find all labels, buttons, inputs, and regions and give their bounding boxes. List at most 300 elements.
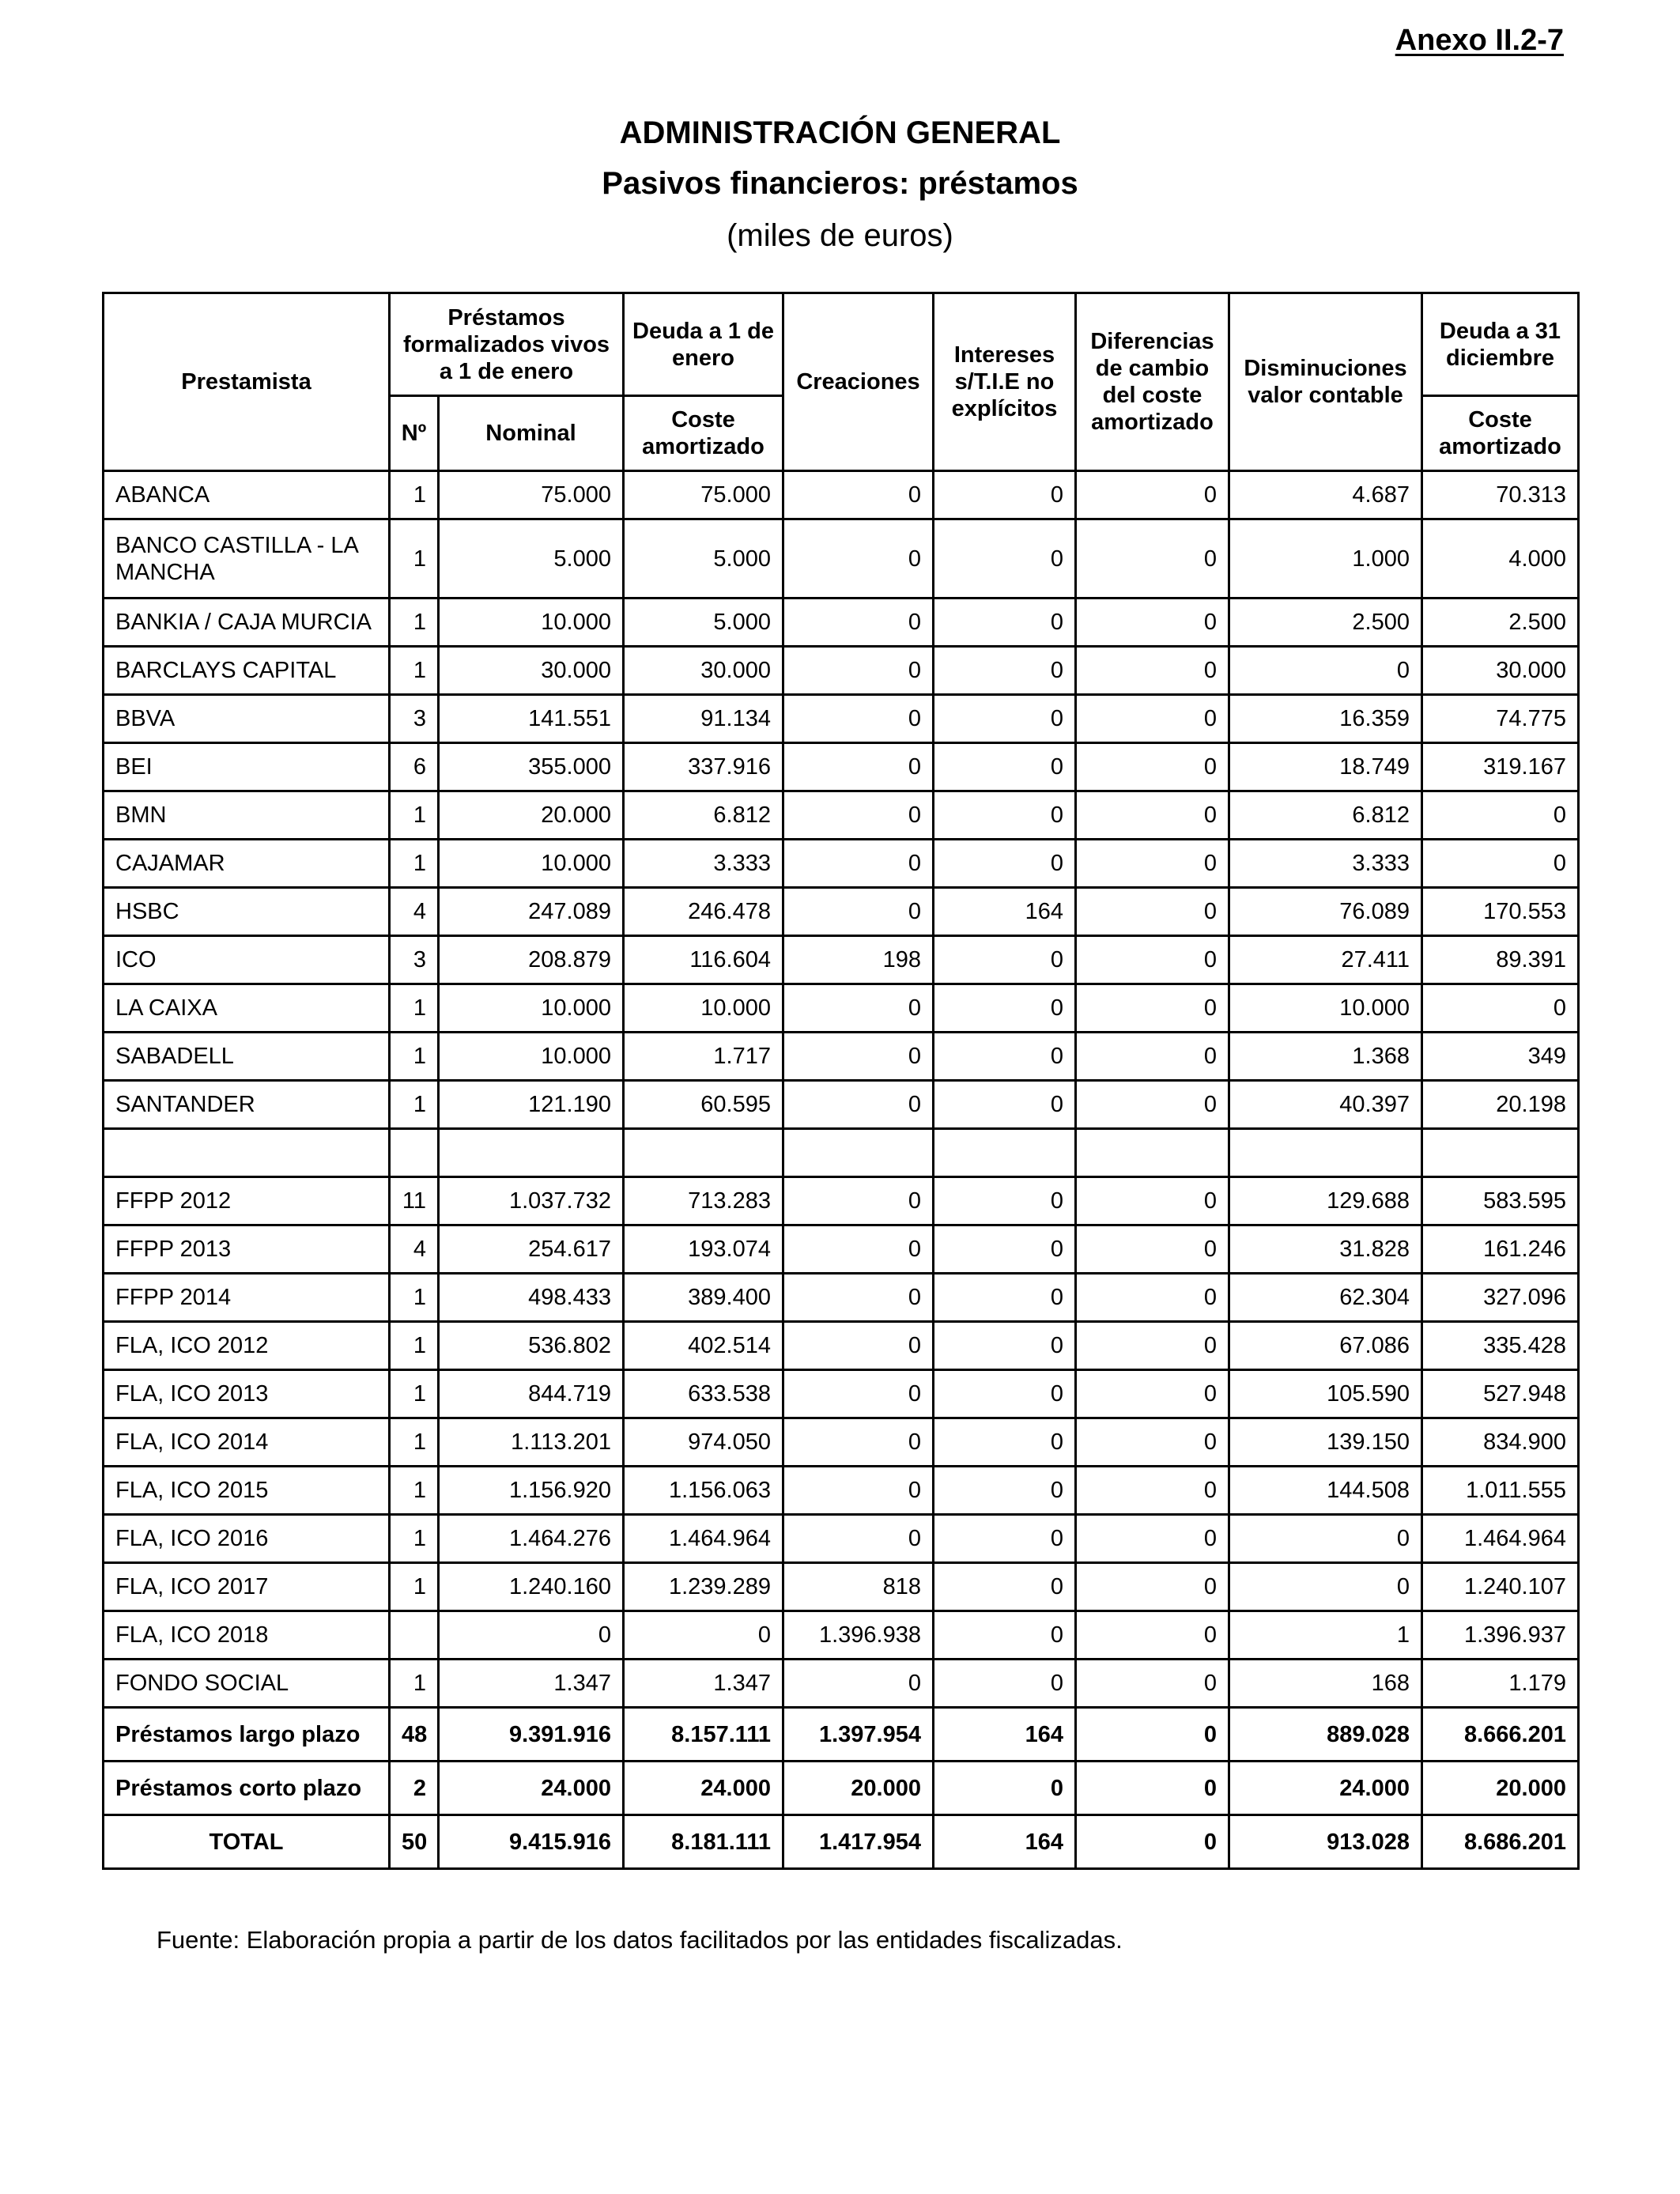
creations-cell: 0	[783, 599, 934, 647]
diff-cell: 0	[1076, 1370, 1229, 1418]
debt-jan-cell: 633.538	[624, 1370, 783, 1418]
interest-cell: 0	[934, 1225, 1076, 1274]
nominal-cell: 1.113.201	[439, 1418, 624, 1467]
total-row	[104, 1815, 1579, 1869]
no-cell: 1	[390, 1322, 439, 1370]
debt-dec-cell: 0	[1422, 791, 1579, 840]
creations-cell	[783, 1129, 934, 1177]
debt-dec-cell: 327.096	[1422, 1274, 1579, 1322]
debt-dec-cell: 0	[1422, 840, 1579, 888]
lender-cell: FFPP 2012	[104, 1177, 390, 1225]
interest-cell: 0	[934, 1762, 1076, 1815]
nominal-cell: 9.391.916	[439, 1708, 624, 1762]
decreases-cell: 1.368	[1229, 1033, 1422, 1081]
diff-cell: 0	[1076, 1225, 1229, 1274]
lender-cell: BANKIA / CAJA MURCIA	[104, 599, 390, 647]
diff-cell: 0	[1076, 1322, 1229, 1370]
table-row	[104, 1660, 1579, 1708]
no-cell: 6	[390, 743, 439, 791]
creations-cell: 198	[783, 936, 934, 984]
decreases-cell: 0	[1229, 1563, 1422, 1611]
lender-cell: Préstamos corto plazo	[104, 1762, 390, 1815]
debt-jan-cell: 246.478	[624, 888, 783, 936]
nominal-cell	[439, 1129, 624, 1177]
diff-cell: 0	[1076, 1177, 1229, 1225]
nominal-cell: 20.000	[439, 791, 624, 840]
diff-cell: 0	[1076, 936, 1229, 984]
creations-cell: 0	[783, 840, 934, 888]
debt-dec-cell: 0	[1422, 984, 1579, 1033]
nominal-cell: 536.802	[439, 1322, 624, 1370]
decreases-cell: 4.687	[1229, 471, 1422, 519]
nominal-cell: 1.156.920	[439, 1467, 624, 1515]
debt-jan-cell: 75.000	[624, 471, 783, 519]
interest-cell: 0	[934, 840, 1076, 888]
decreases-cell: 27.411	[1229, 936, 1422, 984]
nominal-cell: 30.000	[439, 647, 624, 695]
no-cell	[390, 1129, 439, 1177]
table-row	[104, 888, 1579, 936]
debt-dec-cell: 4.000	[1422, 519, 1579, 599]
table-body	[104, 471, 1579, 1869]
nominal-cell: 5.000	[439, 519, 624, 599]
lender-cell: BEI	[104, 743, 390, 791]
debt-dec-cell: 74.775	[1422, 695, 1579, 743]
table-row	[104, 1274, 1579, 1322]
no-cell: 50	[390, 1815, 439, 1869]
nominal-cell: 1.240.160	[439, 1563, 624, 1611]
interest-cell: 164	[934, 1815, 1076, 1869]
table-row	[104, 1563, 1579, 1611]
creations-cell: 0	[783, 1467, 934, 1515]
interest-cell: 0	[934, 936, 1076, 984]
lender-cell: FFPP 2014	[104, 1274, 390, 1322]
decreases-cell: 6.812	[1229, 791, 1422, 840]
debt-jan-cell: 0	[624, 1611, 783, 1660]
interest-cell: 0	[934, 1611, 1076, 1660]
interest-cell: 0	[934, 743, 1076, 791]
interest-cell: 164	[934, 1708, 1076, 1762]
debt-dec-cell: 1.240.107	[1422, 1563, 1579, 1611]
lender-cell: BARCLAYS CAPITAL	[104, 647, 390, 695]
decreases-cell: 0	[1229, 1515, 1422, 1563]
table-row	[104, 936, 1579, 984]
lender-cell: FONDO SOCIAL	[104, 1660, 390, 1708]
no-cell: 2	[390, 1762, 439, 1815]
diff-cell: 0	[1076, 1660, 1229, 1708]
loans-table	[102, 292, 1580, 1870]
nominal-cell: 24.000	[439, 1762, 624, 1815]
debt-dec-cell: 1.179	[1422, 1660, 1579, 1708]
nominal-cell: 355.000	[439, 743, 624, 791]
no-cell: 1	[390, 1467, 439, 1515]
lender-cell: FLA, ICO 2018	[104, 1611, 390, 1660]
diff-cell: 0	[1076, 1081, 1229, 1129]
header-diff: Diferencias de cambio del coste amortizado	[1076, 293, 1229, 471]
nominal-cell: 844.719	[439, 1370, 624, 1418]
units-label: (miles de euros)	[727, 218, 953, 253]
table-row	[104, 791, 1579, 840]
decreases-cell: 105.590	[1229, 1370, 1422, 1418]
nominal-cell: 75.000	[439, 471, 624, 519]
interest-cell: 0	[934, 1322, 1076, 1370]
creations-cell: 0	[783, 1418, 934, 1467]
no-cell: 4	[390, 1225, 439, 1274]
no-cell	[390, 1611, 439, 1660]
interest-cell: 0	[934, 1033, 1076, 1081]
diff-cell: 0	[1076, 840, 1229, 888]
nominal-cell: 498.433	[439, 1274, 624, 1322]
lender-cell: FFPP 2013	[104, 1225, 390, 1274]
table-row	[104, 1129, 1579, 1177]
lender-cell: HSBC	[104, 888, 390, 936]
source-note: Fuente: Elaboración propia a partir de los datos facilitados por las entidades fiscalizadas.	[157, 1926, 1123, 1954]
header-lender: Prestamista	[104, 293, 390, 471]
debt-jan-cell: 6.812	[624, 791, 783, 840]
decreases-cell: 139.150	[1229, 1418, 1422, 1467]
interest-cell: 0	[934, 1177, 1076, 1225]
debt-jan-cell: 713.283	[624, 1177, 783, 1225]
nominal-cell: 10.000	[439, 840, 624, 888]
creations-cell: 0	[783, 1515, 934, 1563]
debt-dec-cell	[1422, 1129, 1579, 1177]
header-decreases: Disminuciones valor contable	[1229, 293, 1422, 471]
debt-dec-cell: 1.464.964	[1422, 1515, 1579, 1563]
decreases-cell: 168	[1229, 1660, 1422, 1708]
table-row	[104, 1370, 1579, 1418]
debt-jan-cell: 1.717	[624, 1033, 783, 1081]
diff-cell: 0	[1076, 984, 1229, 1033]
nominal-cell: 1.464.276	[439, 1515, 624, 1563]
debt-jan-cell: 5.000	[624, 599, 783, 647]
debt-dec-cell: 1.011.555	[1422, 1467, 1579, 1515]
debt-dec-cell: 170.553	[1422, 888, 1579, 936]
lender-cell: SABADELL	[104, 1033, 390, 1081]
table-row	[104, 519, 1579, 599]
table-row	[104, 1177, 1579, 1225]
debt-dec-cell: 20.000	[1422, 1762, 1579, 1815]
debt-jan-cell: 5.000	[624, 519, 783, 599]
table-row	[104, 1467, 1579, 1515]
creations-cell: 0	[783, 1081, 934, 1129]
page-subtitle: Pasivos financieros: préstamos	[602, 166, 1078, 201]
lender-cell: LA CAIXA	[104, 984, 390, 1033]
lender-cell: BBVA	[104, 695, 390, 743]
table-row	[104, 743, 1579, 791]
decreases-cell: 76.089	[1229, 888, 1422, 936]
debt-jan-cell: 1.239.289	[624, 1563, 783, 1611]
debt-dec-cell: 527.948	[1422, 1370, 1579, 1418]
no-cell: 1	[390, 1515, 439, 1563]
debt-dec-cell: 161.246	[1422, 1225, 1579, 1274]
interest-cell: 0	[934, 1563, 1076, 1611]
decreases-cell: 1	[1229, 1611, 1422, 1660]
diff-cell: 0	[1076, 1274, 1229, 1322]
table-row	[104, 647, 1579, 695]
nominal-cell: 10.000	[439, 1033, 624, 1081]
interest-cell: 0	[934, 1467, 1076, 1515]
interest-cell: 0	[934, 647, 1076, 695]
diff-cell: 0	[1076, 519, 1229, 599]
decreases-cell: 16.359	[1229, 695, 1422, 743]
creations-cell: 1.396.938	[783, 1611, 934, 1660]
table-row	[104, 1515, 1579, 1563]
table-row	[104, 1225, 1579, 1274]
table-row	[104, 840, 1579, 888]
debt-dec-cell: 8.666.201	[1422, 1708, 1579, 1762]
decreases-cell: 2.500	[1229, 599, 1422, 647]
diff-cell: 0	[1076, 695, 1229, 743]
diff-cell: 0	[1076, 647, 1229, 695]
decreases-cell: 1.000	[1229, 519, 1422, 599]
creations-cell: 0	[783, 1177, 934, 1225]
diff-cell: 0	[1076, 888, 1229, 936]
decreases-cell: 144.508	[1229, 1467, 1422, 1515]
diff-cell	[1076, 1129, 1229, 1177]
diff-cell: 0	[1076, 1467, 1229, 1515]
debt-jan-cell: 60.595	[624, 1081, 783, 1129]
debt-jan-cell: 402.514	[624, 1322, 783, 1370]
interest-cell: 0	[934, 1660, 1076, 1708]
creations-cell: 0	[783, 647, 934, 695]
debt-jan-cell: 1.347	[624, 1660, 783, 1708]
debt-dec-cell: 349	[1422, 1033, 1579, 1081]
debt-dec-cell: 8.686.201	[1422, 1815, 1579, 1869]
diff-cell: 0	[1076, 1515, 1229, 1563]
creations-cell: 1.397.954	[783, 1708, 934, 1762]
lender-cell	[104, 1129, 390, 1177]
lender-cell: FLA, ICO 2013	[104, 1370, 390, 1418]
no-cell: 1	[390, 984, 439, 1033]
table-row	[104, 1322, 1579, 1370]
interest-cell: 0	[934, 471, 1076, 519]
debt-dec-cell: 335.428	[1422, 1322, 1579, 1370]
table-header	[104, 293, 1579, 471]
creations-cell: 0	[783, 1660, 934, 1708]
debt-jan-cell: 10.000	[624, 984, 783, 1033]
table-row	[104, 695, 1579, 743]
header-interest: Intereses s/T.I.E no explícitos	[934, 293, 1076, 471]
table-row	[104, 984, 1579, 1033]
lender-cell: ICO	[104, 936, 390, 984]
nominal-cell: 1.347	[439, 1660, 624, 1708]
debt-jan-cell: 3.333	[624, 840, 783, 888]
table-row	[104, 471, 1579, 519]
no-cell: 1	[390, 599, 439, 647]
diff-cell: 0	[1076, 1611, 1229, 1660]
header-debt-dec: Deuda a 31 diciembre	[1422, 293, 1579, 396]
diff-cell: 0	[1076, 599, 1229, 647]
no-cell: 1	[390, 1274, 439, 1322]
lender-cell: FLA, ICO 2015	[104, 1467, 390, 1515]
decreases-cell: 889.028	[1229, 1708, 1422, 1762]
debt-jan-cell: 1.156.063	[624, 1467, 783, 1515]
no-cell: 1	[390, 1033, 439, 1081]
debt-dec-cell: 583.595	[1422, 1177, 1579, 1225]
header-cost-amort-dec: Coste amortizado	[1422, 396, 1579, 471]
annex-label: Anexo II.2-7	[1395, 24, 1564, 57]
no-cell: 3	[390, 695, 439, 743]
interest-cell: 0	[934, 1515, 1076, 1563]
no-cell: 1	[390, 840, 439, 888]
creations-cell: 1.417.954	[783, 1815, 934, 1869]
no-cell: 1	[390, 1563, 439, 1611]
interest-cell: 0	[934, 984, 1076, 1033]
creations-cell: 0	[783, 1370, 934, 1418]
creations-cell: 0	[783, 519, 934, 599]
table-row	[104, 1611, 1579, 1660]
decreases-cell: 67.086	[1229, 1322, 1422, 1370]
page-title: ADMINISTRACIÓN GENERAL	[619, 115, 1061, 150]
nominal-cell: 10.000	[439, 599, 624, 647]
decreases-cell: 0	[1229, 647, 1422, 695]
short-term-row	[104, 1762, 1579, 1815]
nominal-cell: 254.617	[439, 1225, 624, 1274]
diff-cell: 0	[1076, 1033, 1229, 1081]
header-loans-group: Préstamos formalizados vivos a 1 de enero	[390, 293, 624, 396]
debt-jan-cell: 389.400	[624, 1274, 783, 1322]
table-row	[104, 1418, 1579, 1467]
debt-dec-cell: 834.900	[1422, 1418, 1579, 1467]
creations-cell: 0	[783, 984, 934, 1033]
interest-cell: 0	[934, 519, 1076, 599]
decreases-cell: 3.333	[1229, 840, 1422, 888]
debt-jan-cell: 974.050	[624, 1418, 783, 1467]
lender-cell: TOTAL	[104, 1815, 390, 1869]
header-debt-jan: Deuda a 1 de enero	[624, 293, 783, 396]
no-cell: 4	[390, 888, 439, 936]
lender-cell: Préstamos largo plazo	[104, 1708, 390, 1762]
decreases-cell: 24.000	[1229, 1762, 1422, 1815]
decreases-cell: 913.028	[1229, 1815, 1422, 1869]
long-term-row	[104, 1708, 1579, 1762]
interest-cell: 0	[934, 1274, 1076, 1322]
debt-dec-cell: 70.313	[1422, 471, 1579, 519]
interest-cell: 0	[934, 695, 1076, 743]
lender-cell: FLA, ICO 2014	[104, 1418, 390, 1467]
debt-jan-cell: 8.181.111	[624, 1815, 783, 1869]
interest-cell: 0	[934, 1370, 1076, 1418]
table-row	[104, 1033, 1579, 1081]
lender-cell: FLA, ICO 2017	[104, 1563, 390, 1611]
debt-jan-cell: 24.000	[624, 1762, 783, 1815]
table-row	[104, 599, 1579, 647]
debt-dec-cell: 30.000	[1422, 647, 1579, 695]
creations-cell: 0	[783, 743, 934, 791]
nominal-cell: 121.190	[439, 1081, 624, 1129]
nominal-cell: 208.879	[439, 936, 624, 984]
no-cell: 1	[390, 791, 439, 840]
nominal-cell: 0	[439, 1611, 624, 1660]
diff-cell: 0	[1076, 1563, 1229, 1611]
debt-dec-cell: 2.500	[1422, 599, 1579, 647]
lender-cell: SANTANDER	[104, 1081, 390, 1129]
interest-cell: 0	[934, 599, 1076, 647]
lender-cell: BANCO CASTILLA - LA MANCHA	[104, 519, 390, 599]
creations-cell: 20.000	[783, 1762, 934, 1815]
debt-jan-cell: 8.157.111	[624, 1708, 783, 1762]
creations-cell: 0	[783, 1322, 934, 1370]
no-cell: 1	[390, 519, 439, 599]
diff-cell: 0	[1076, 1815, 1229, 1869]
header-no: Nº	[390, 396, 439, 471]
debt-jan-cell: 1.464.964	[624, 1515, 783, 1563]
creations-cell: 0	[783, 888, 934, 936]
decreases-cell	[1229, 1129, 1422, 1177]
no-cell: 1	[390, 1660, 439, 1708]
diff-cell: 0	[1076, 791, 1229, 840]
creations-cell: 0	[783, 695, 934, 743]
no-cell: 1	[390, 471, 439, 519]
debt-jan-cell: 91.134	[624, 695, 783, 743]
lender-cell: FLA, ICO 2012	[104, 1322, 390, 1370]
decreases-cell: 10.000	[1229, 984, 1422, 1033]
interest-cell: 164	[934, 888, 1076, 936]
diff-cell: 0	[1076, 1418, 1229, 1467]
creations-cell: 0	[783, 1274, 934, 1322]
debt-dec-cell: 20.198	[1422, 1081, 1579, 1129]
table-row	[104, 1081, 1579, 1129]
lender-cell: BMN	[104, 791, 390, 840]
nominal-cell: 247.089	[439, 888, 624, 936]
debt-jan-cell: 193.074	[624, 1225, 783, 1274]
no-cell: 1	[390, 647, 439, 695]
no-cell: 1	[390, 1418, 439, 1467]
no-cell: 3	[390, 936, 439, 984]
nominal-cell: 10.000	[439, 984, 624, 1033]
lender-cell: FLA, ICO 2016	[104, 1515, 390, 1563]
debt-jan-cell: 116.604	[624, 936, 783, 984]
debt-jan-cell	[624, 1129, 783, 1177]
interest-cell: 0	[934, 1418, 1076, 1467]
nominal-cell: 9.415.916	[439, 1815, 624, 1869]
decreases-cell: 40.397	[1229, 1081, 1422, 1129]
creations-cell: 0	[783, 1033, 934, 1081]
creations-cell: 0	[783, 1225, 934, 1274]
interest-cell	[934, 1129, 1076, 1177]
nominal-cell: 1.037.732	[439, 1177, 624, 1225]
interest-cell: 0	[934, 791, 1076, 840]
diff-cell: 0	[1076, 743, 1229, 791]
debt-dec-cell: 319.167	[1422, 743, 1579, 791]
diff-cell: 0	[1076, 1708, 1229, 1762]
decreases-cell: 129.688	[1229, 1177, 1422, 1225]
no-cell: 1	[390, 1081, 439, 1129]
no-cell: 48	[390, 1708, 439, 1762]
header-creations: Creaciones	[783, 293, 934, 471]
decreases-cell: 31.828	[1229, 1225, 1422, 1274]
diff-cell: 0	[1076, 1762, 1229, 1815]
creations-cell: 0	[783, 471, 934, 519]
creations-cell: 0	[783, 791, 934, 840]
creations-cell: 818	[783, 1563, 934, 1611]
diff-cell: 0	[1076, 471, 1229, 519]
debt-jan-cell: 337.916	[624, 743, 783, 791]
debt-dec-cell: 89.391	[1422, 936, 1579, 984]
header-cost-amort: Coste amortizado	[624, 396, 783, 471]
no-cell: 1	[390, 1370, 439, 1418]
lender-cell: ABANCA	[104, 471, 390, 519]
decreases-cell: 18.749	[1229, 743, 1422, 791]
lender-cell: CAJAMAR	[104, 840, 390, 888]
decreases-cell: 62.304	[1229, 1274, 1422, 1322]
debt-dec-cell: 1.396.937	[1422, 1611, 1579, 1660]
no-cell: 11	[390, 1177, 439, 1225]
debt-jan-cell: 30.000	[624, 647, 783, 695]
header-nominal: Nominal	[439, 396, 624, 471]
interest-cell: 0	[934, 1081, 1076, 1129]
nominal-cell: 141.551	[439, 695, 624, 743]
